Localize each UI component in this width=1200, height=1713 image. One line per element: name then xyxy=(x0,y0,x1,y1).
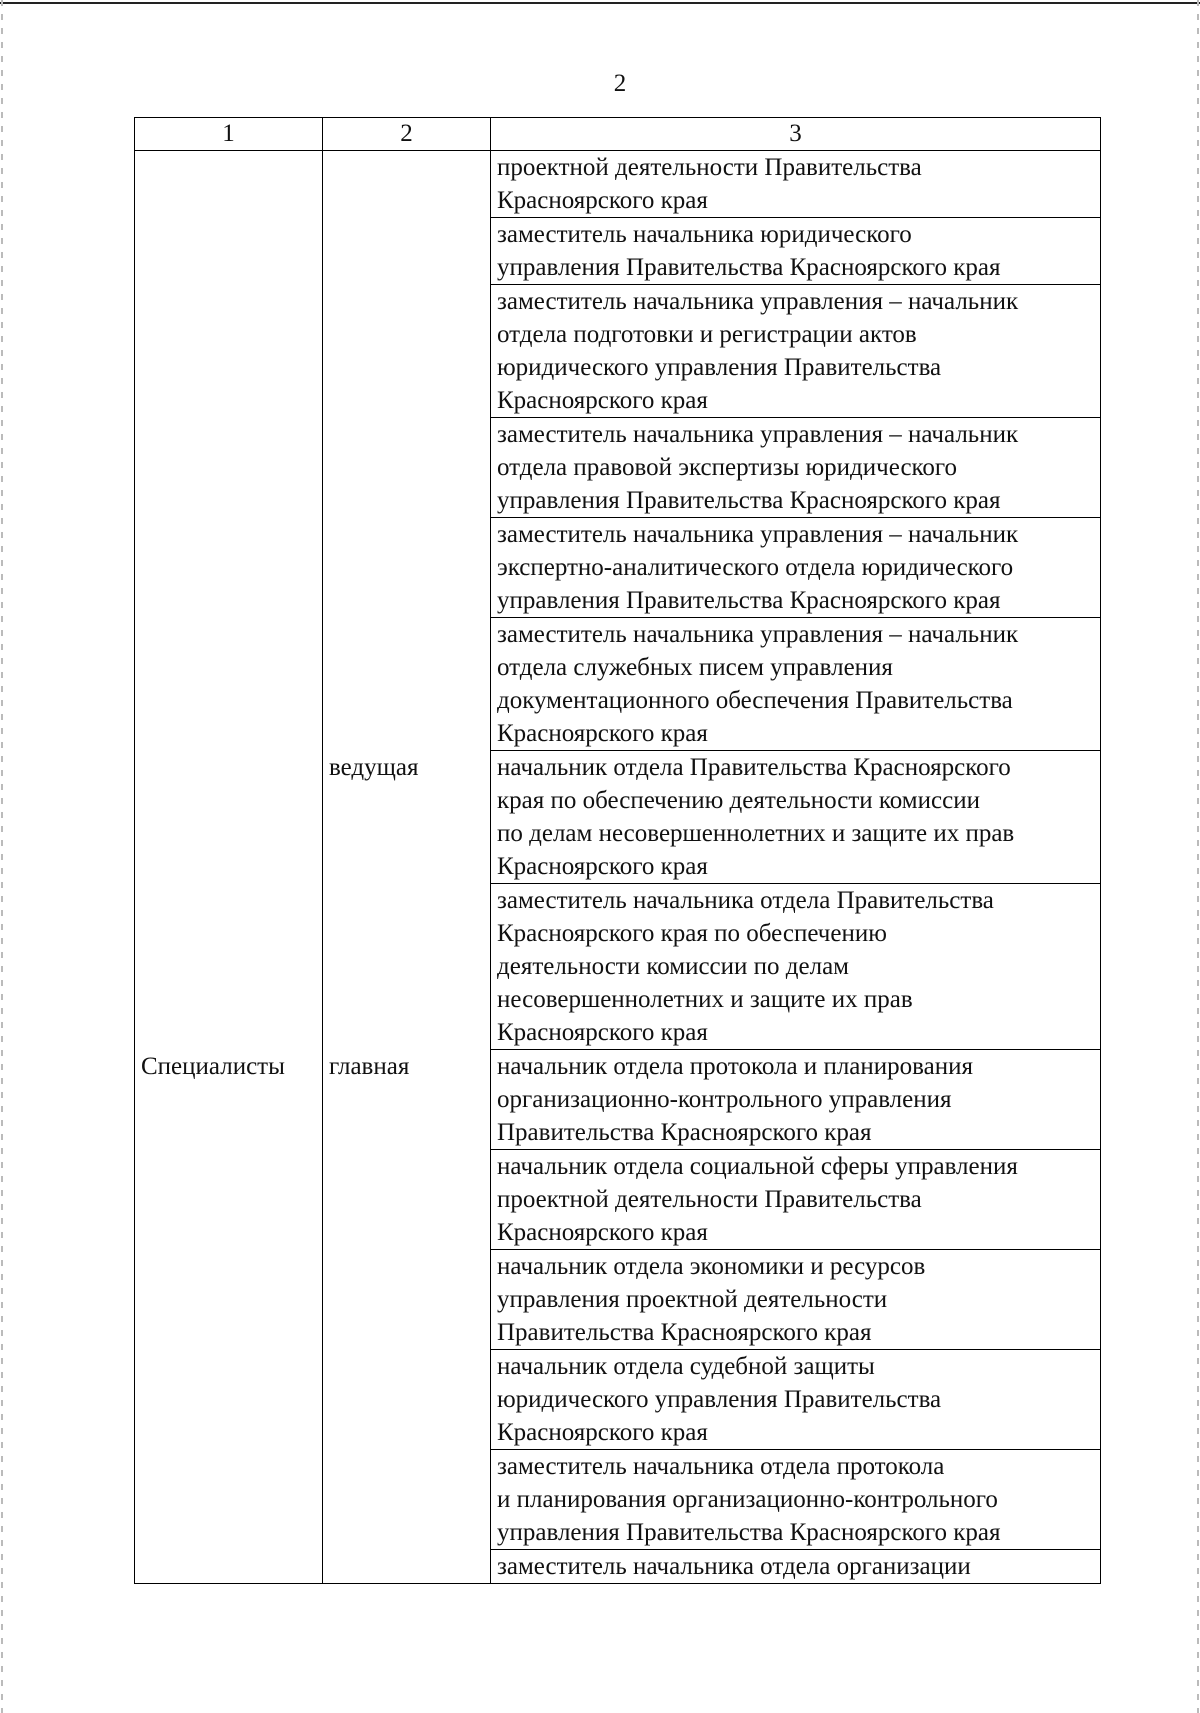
header-row xyxy=(135,118,1101,151)
position-cell: начальник отдела социальной сферы управления проектной деятельности Правительства Красноярского края xyxy=(491,1150,1101,1250)
category-cell xyxy=(135,418,323,518)
position-cell: начальник отдела Правительства Красноярского края по обеспечению деятельности комиссии по делам несовершеннолетних и защите их прав Красноярского края xyxy=(491,751,1101,884)
group-cell xyxy=(323,1250,491,1350)
header-col-1: 1 xyxy=(135,118,323,151)
group-cell xyxy=(323,285,491,418)
table-row xyxy=(135,1450,1101,1550)
position-cell: заместитель начальника управления – начальник экспертно-аналитического отдела юридического управления Правительства Красноярского края xyxy=(491,518,1101,618)
category-cell xyxy=(135,1150,323,1250)
group-cell xyxy=(323,1550,491,1584)
table-row xyxy=(135,618,1101,751)
position-cell: начальник отдела протокола и планирования организационно-контрольного управления Правительства Красноярского края xyxy=(491,1050,1101,1150)
group-cell xyxy=(323,151,491,218)
category-cell xyxy=(135,1550,323,1584)
table-row xyxy=(135,884,1101,1050)
group-cell xyxy=(323,218,491,285)
table-row xyxy=(135,751,1101,884)
group-cell: ведущая xyxy=(323,751,491,884)
table-row xyxy=(135,1350,1101,1450)
category-cell xyxy=(135,884,323,1050)
scan-edge-right xyxy=(1197,0,1199,1713)
group-cell xyxy=(323,1350,491,1450)
position-cell: заместитель начальника отдела Правительства Красноярского края по обеспечению деятельности комиссии по делам несовершеннолетних и защите их прав Красноярского края xyxy=(491,884,1101,1050)
table-row xyxy=(135,1250,1101,1350)
header-col-2: 2 xyxy=(323,118,491,151)
position-cell: заместитель начальника отдела организации xyxy=(491,1550,1101,1584)
group-cell xyxy=(323,1150,491,1250)
table-row xyxy=(135,418,1101,518)
group-cell xyxy=(323,418,491,518)
table-row xyxy=(135,1050,1101,1150)
table-row xyxy=(135,1550,1101,1584)
position-cell: заместитель начальника управления – начальник отдела подготовки и регистрации актов юридического управления Правительства Красноярского края xyxy=(491,285,1101,418)
category-cell xyxy=(135,218,323,285)
position-cell: заместитель начальника управления – начальник отдела правовой экспертизы юридического управления Правительства Красноярского края xyxy=(491,418,1101,518)
position-cell: заместитель начальника юридического управления Правительства Красноярского края xyxy=(491,218,1101,285)
category-cell xyxy=(135,751,323,884)
table-row xyxy=(135,218,1101,285)
table-row xyxy=(135,285,1101,418)
position-cell: заместитель начальника управления – начальник отдела служебных писем управления документационного обеспечения Правительства Красноярского края xyxy=(491,618,1101,751)
category-cell xyxy=(135,1250,323,1350)
group-cell xyxy=(323,1450,491,1550)
table-row xyxy=(135,151,1101,218)
group-cell: главная xyxy=(323,1050,491,1150)
group-cell xyxy=(323,618,491,751)
group-cell xyxy=(323,518,491,618)
category-cell xyxy=(135,1350,323,1450)
category-cell xyxy=(135,151,323,218)
header-col-3: 3 xyxy=(491,118,1101,151)
table-row xyxy=(135,518,1101,618)
category-cell xyxy=(135,518,323,618)
position-cell: заместитель начальника отдела протокола и планирования организационно-контрольного управления Правительства Красноярского края xyxy=(491,1450,1101,1550)
position-cell: начальник отдела судебной защиты юридического управления Правительства Красноярского края xyxy=(491,1350,1101,1450)
category-cell xyxy=(135,1450,323,1550)
top-rule xyxy=(0,2,1200,4)
positions-table xyxy=(134,117,1101,1584)
group-cell xyxy=(323,884,491,1050)
table-row xyxy=(135,1150,1101,1250)
page-number: 2 xyxy=(613,70,627,97)
scan-edge-left xyxy=(1,0,3,1713)
category-cell xyxy=(135,618,323,751)
position-cell: начальник отдела экономики и ресурсов управления проектной деятельности Правительства Красноярского края xyxy=(491,1250,1101,1350)
category-cell xyxy=(135,285,323,418)
category-cell: Специалисты xyxy=(135,1050,323,1150)
position-cell: проектной деятельности Правительства Красноярского края xyxy=(491,151,1101,218)
